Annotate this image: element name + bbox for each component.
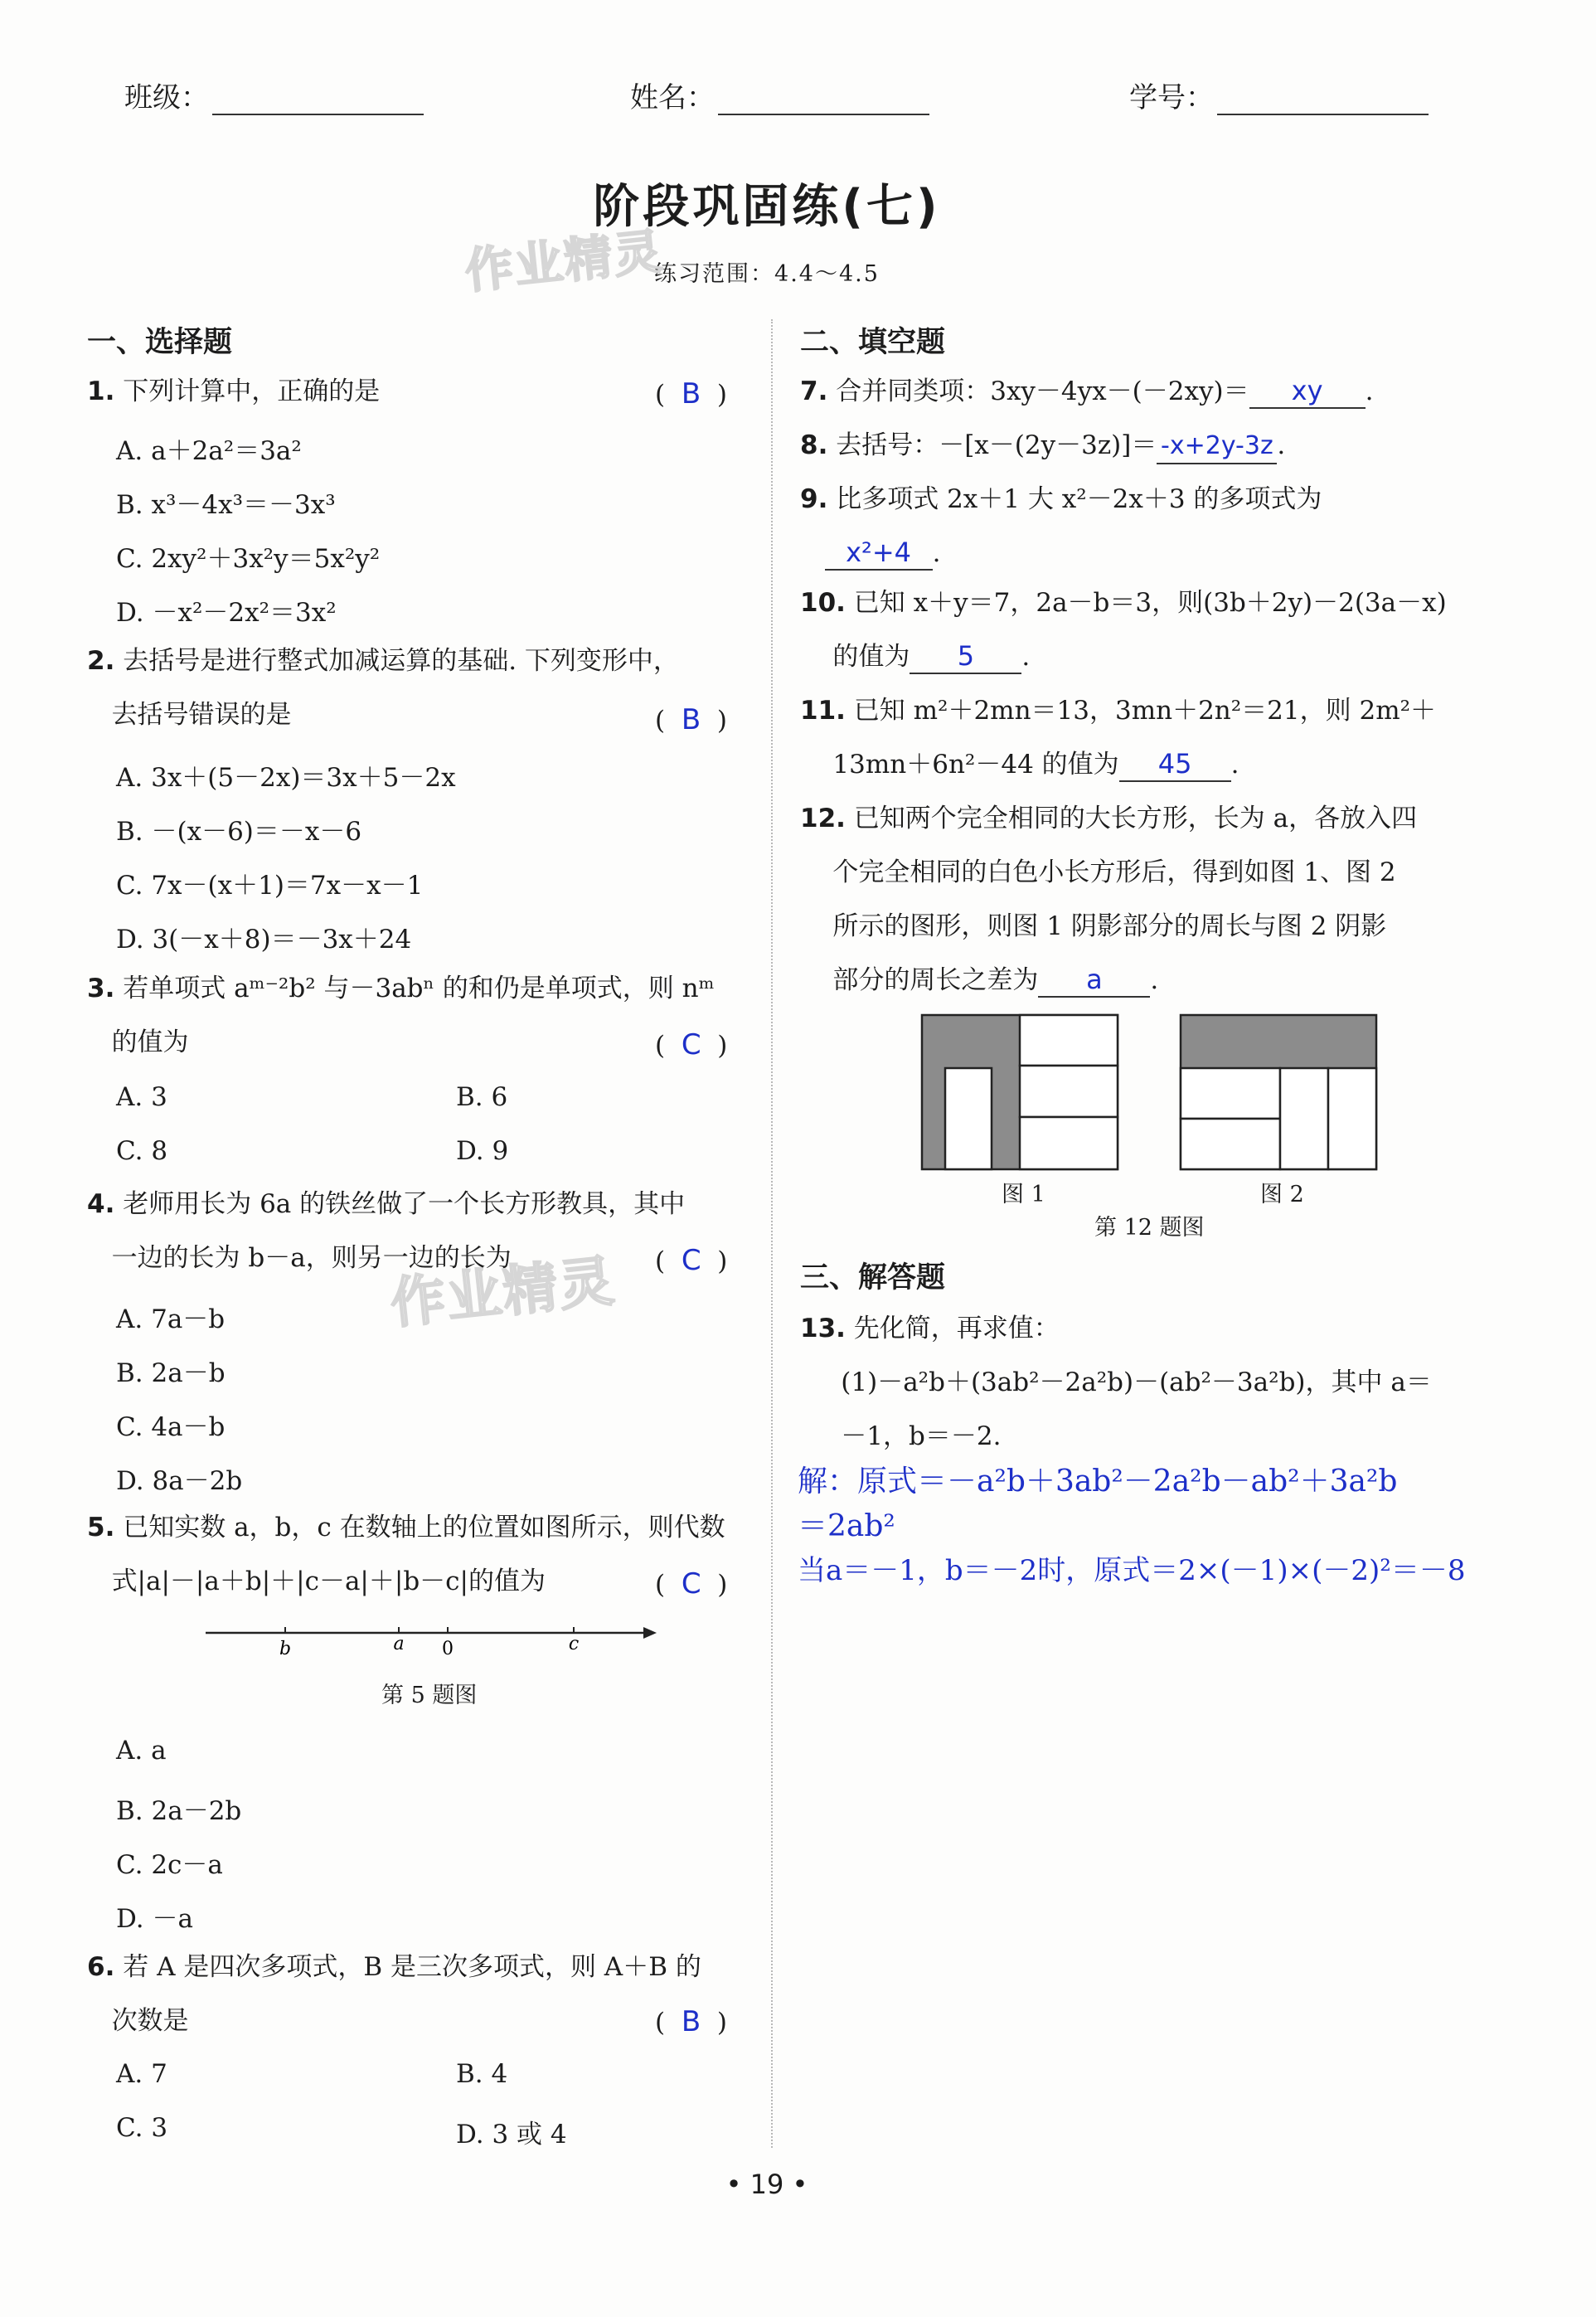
q12-figure-caption: 第 12 题图 bbox=[1094, 1215, 1205, 1241]
number-line-figure bbox=[199, 1613, 663, 1663]
section-solve-heading: 三、解答题 bbox=[800, 1261, 946, 1295]
question-11: 11. 已知 m²＋2mn＝13，3mn＋2n²＝21，则 2m²＋ 13mn＋6n²－44 的值为 45 . bbox=[800, 684, 1436, 792]
q5-option-b: B. 2a－2b bbox=[116, 1796, 242, 1826]
q3-option-a: A. 3 bbox=[116, 1082, 167, 1112]
fig2-label: 图 2 bbox=[1260, 1182, 1304, 1207]
page-subtitle: 练习范围：4.4～4.5 bbox=[654, 261, 880, 287]
figure-2 bbox=[1181, 1015, 1376, 1169]
name-label: 姓名： bbox=[630, 81, 715, 114]
watermark-middle: 作业精灵 bbox=[387, 1248, 619, 1336]
column-divider bbox=[771, 319, 773, 2148]
q3-option-c: C. 8 bbox=[116, 1136, 168, 1166]
answer-slot-5: ( C ) bbox=[655, 1567, 728, 1601]
answer-1: B bbox=[681, 377, 701, 410]
label-zero: 0 bbox=[442, 1639, 454, 1659]
page-title: 阶段巩固练(七) bbox=[593, 180, 941, 234]
question-13: 13. 先化简，再求值： (1)－a²b＋(3ab²－2a²b)－(ab²－3a²b)，其中 a＝ －1，b＝－2. bbox=[800, 1314, 1432, 1451]
question-10: 10. 已知 x＋y＝7，2a－b＝3，则(3b＋2y)－2(3a－x) 的值为 5 . bbox=[800, 576, 1447, 684]
class-field bbox=[124, 75, 424, 115]
answer-slot-2: ( B ) bbox=[655, 703, 727, 736]
fig2-small-rect-3 bbox=[1280, 1068, 1328, 1169]
label-c: c bbox=[568, 1634, 580, 1654]
question-2: 2. 去括号是进行整式加减运算的基础. 下列变形中， 去括号错误的是 bbox=[87, 646, 679, 730]
q4-option-b: B. 2a－b bbox=[116, 1358, 226, 1388]
answer-2: B bbox=[681, 703, 701, 736]
blank-8[interactable]: -x+2y-3z bbox=[1157, 430, 1277, 464]
fig1-label: 图 1 bbox=[1002, 1182, 1045, 1207]
fig1-small-rect-vertical bbox=[945, 1068, 992, 1169]
student-id-blank[interactable] bbox=[1217, 85, 1429, 115]
figure-1 bbox=[922, 1015, 1118, 1169]
fig1-small-rect-1 bbox=[1020, 1015, 1118, 1066]
q1-option-a: A. a＋2a²＝3a² bbox=[116, 436, 302, 466]
answer-3: C bbox=[681, 1028, 701, 1061]
name-blank[interactable] bbox=[718, 85, 929, 115]
q12-figures bbox=[920, 1013, 1385, 1171]
answer-5: C bbox=[681, 1567, 701, 1601]
question-12: 12. 已知两个完全相同的大长方形，长为 a，各放入四 个完全相同的白色小长方形后，得到如图 1、图 2 所示的图形，则图 1 阴影部分的周长与图 2 阴影 部分的周长之差为 a . bbox=[800, 792, 1417, 1008]
question-7: 7. 合并同类项：3xy－4yx－(－2xy)＝ xy . bbox=[800, 365, 1373, 419]
q6-option-a: A. 7 bbox=[116, 2059, 167, 2089]
q2-option-c: C. 7x－(x＋1)＝7x－x－1 bbox=[116, 871, 424, 901]
question-3: 3. 若单项式 aᵐ⁻²b² 与－3abⁿ 的和仍是单项式，则 nᵐ 的值为 bbox=[87, 974, 715, 1057]
question-1: 1. 下列计算中，正确的是 bbox=[87, 376, 381, 406]
q4-option-a: A. 7a－b bbox=[116, 1304, 226, 1334]
q4-option-d: D. 8a－2b bbox=[116, 1466, 243, 1496]
blank-11[interactable]: 45 bbox=[1119, 747, 1231, 782]
fig2-small-rect-2 bbox=[1181, 1119, 1280, 1169]
q1-option-b: B. x³－4x³＝－3x³ bbox=[116, 490, 336, 520]
q3-option-b: B. 6 bbox=[456, 1082, 508, 1112]
q6-option-d: D. 3 或 4 bbox=[456, 2120, 567, 2149]
q2-option-d: D. 3(－x＋8)＝－3x＋24 bbox=[116, 925, 412, 954]
q1-option-c: C. 2xy²＋3x²y＝5x²y² bbox=[116, 544, 381, 574]
blank-9[interactable]: x²+4 bbox=[825, 536, 933, 571]
student-id-field bbox=[1129, 75, 1429, 115]
section-choice-heading: 一、选择题 bbox=[87, 326, 233, 359]
watermark-top: 作业精灵 bbox=[462, 222, 667, 300]
question-4: 4. 老师用长为 6a 的铁丝做了一个长方形教具，其中 一边的长为 b－a，则另一边的长为 bbox=[87, 1189, 686, 1273]
name-field bbox=[630, 75, 929, 115]
solution-line-1: 解：原式＝－a²b＋3ab²－2a²b－ab²＋3a²b bbox=[798, 1465, 1398, 1499]
q2-option-a: A. 3x＋(5－2x)＝3x＋5－2x bbox=[116, 763, 456, 793]
q5-option-d: D. －a bbox=[116, 1904, 193, 1934]
section-fill-heading: 二、填空题 bbox=[800, 326, 946, 359]
answer-slot-1: ( B ) bbox=[655, 377, 727, 410]
q5-figure-caption: 第 5 题图 bbox=[381, 1683, 478, 1708]
label-b: b bbox=[279, 1639, 292, 1659]
blank-7[interactable]: xy bbox=[1249, 374, 1366, 409]
question-5: 5. 已知实数 a，b，c 在数轴上的位置如图所示，则代数 式|a|－|a＋b|＋|c－a|＋|b－c|的值为 bbox=[87, 1513, 725, 1596]
class-blank[interactable] bbox=[212, 85, 424, 115]
blank-12[interactable]: a bbox=[1038, 963, 1150, 998]
question-9: 9. 比多项式 2x＋1 大 x²－2x＋3 的多项式为 x²+4 . bbox=[800, 473, 1322, 580]
student-id-label: 学号： bbox=[1129, 81, 1214, 114]
fig2-small-rect-1 bbox=[1181, 1068, 1280, 1119]
answer-6: B bbox=[681, 2005, 701, 2038]
q4-option-c: C. 4a－b bbox=[116, 1412, 226, 1442]
answer-slot-3: ( C ) bbox=[655, 1028, 728, 1061]
fig2-small-rect-4 bbox=[1328, 1068, 1376, 1169]
q6-option-b: B. 4 bbox=[456, 2059, 508, 2089]
fig1-small-rect-2 bbox=[1020, 1066, 1118, 1117]
page-number: • 19 • bbox=[725, 2169, 808, 2200]
label-a: a bbox=[393, 1634, 405, 1654]
answer-slot-6: ( B ) bbox=[655, 2005, 727, 2038]
answer-slot-4: ( C ) bbox=[655, 1244, 728, 1277]
fig1-small-rect-3 bbox=[1020, 1117, 1118, 1169]
class-label: 班级： bbox=[124, 81, 209, 114]
q5-option-a: A. a bbox=[116, 1736, 167, 1766]
number-line-arrow bbox=[643, 1627, 657, 1639]
solution-line-2: ＝2ab² bbox=[798, 1509, 895, 1543]
q1-option-d: D. －x²－2x²＝3x² bbox=[116, 598, 337, 628]
answer-4: C bbox=[681, 1244, 701, 1277]
q6-option-c: C. 3 bbox=[116, 2113, 168, 2143]
solution-line-3: 当a＝－1，b＝－2时，原式＝2×(－1)×(－2)²＝－8 bbox=[798, 1554, 1466, 1587]
blank-10[interactable]: 5 bbox=[910, 639, 1021, 674]
q3-option-d: D. 9 bbox=[456, 1136, 509, 1166]
q5-option-c: C. 2c－a bbox=[116, 1850, 223, 1880]
question-8: 8. 去括号：－[x－(2y－3z)]＝ -x+2y-3z . bbox=[800, 419, 1285, 473]
question-6: 6. 若 A 是四次多项式，B 是三次多项式，则 A＋B 的 次数是 bbox=[87, 1952, 701, 2036]
q2-option-b: B. －(x－6)＝－x－6 bbox=[116, 817, 362, 847]
